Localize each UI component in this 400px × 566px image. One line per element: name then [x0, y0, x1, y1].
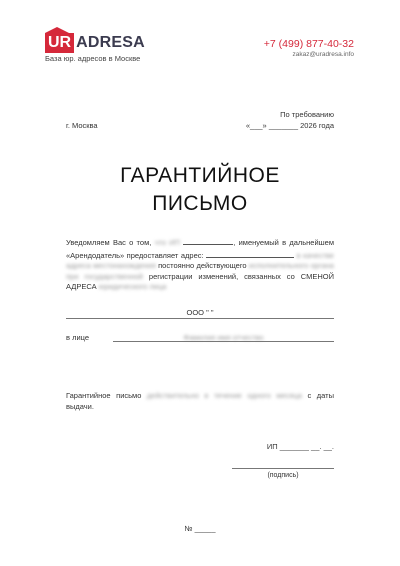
logo-adresa-text: ADRESA [76, 34, 145, 51]
logo-ur-badge [45, 33, 74, 53]
notice-text-2: , именуемый в дальнейшем «Арендодатель» предоставляет адрес: [66, 238, 334, 260]
notice-blur-3: исполнительного органа при [66, 261, 334, 281]
logo-tagline: База юр. адресов в Москве [45, 54, 141, 63]
notice-blur-4: государственной [84, 271, 143, 281]
header-email[interactable]: zakaz@uradresa.info [292, 51, 354, 58]
notice-text-1: Уведомляем Вас о том, [66, 238, 152, 247]
notice-blur-2: в качестве адреса местонахождения [66, 250, 334, 270]
signature-underline [232, 468, 334, 469]
address-blank [206, 249, 294, 258]
title-line-1: ГАРАНТИЙНОЕ [120, 164, 280, 187]
notice-text-5: СМЕНОЙ АДРЕСА [66, 271, 334, 291]
request-label: По требованию [280, 110, 334, 119]
logo-ur-text: UR [48, 34, 72, 51]
house-roof-icon [45, 27, 69, 33]
name-blank [183, 236, 233, 245]
in-person-name: Фамилия имя отчество [183, 333, 264, 342]
notice-blur-5: юридического лица [98, 282, 167, 291]
in-person-underline [113, 341, 334, 342]
ip-signature-line: ИП _______ __. __. [266, 442, 334, 451]
title-line-2: ПИСЬМО [152, 192, 248, 215]
company-underline [66, 318, 334, 319]
date-line: «___» _______ 2026 года [245, 121, 334, 130]
uradresa-logo[interactable] [45, 33, 145, 53]
guarantee-blur: действительно в течение одного месяца [146, 391, 302, 400]
signature-label: (подпись) [267, 472, 299, 479]
header-phone[interactable]: +7 (499) 877-40-32 [263, 38, 354, 50]
company-name: ООО " " [186, 308, 214, 317]
notice-paragraph [66, 236, 334, 293]
notice-text-3: постоянно действующего [158, 261, 247, 270]
in-person-label: в лице [66, 333, 90, 342]
guarantee-text-1: Гарантийное письмо [66, 391, 142, 400]
notice-blur-1: что ИП [154, 238, 181, 247]
guarantee-paragraph [66, 391, 334, 412]
document-title [0, 162, 400, 218]
notice-text-4: регистрации изменений, связанных со [148, 271, 295, 281]
guarantee-text-2: с даты выдачи. [66, 391, 334, 411]
city-label: г. Москва [66, 121, 98, 130]
document-number: № _____ [184, 524, 216, 533]
